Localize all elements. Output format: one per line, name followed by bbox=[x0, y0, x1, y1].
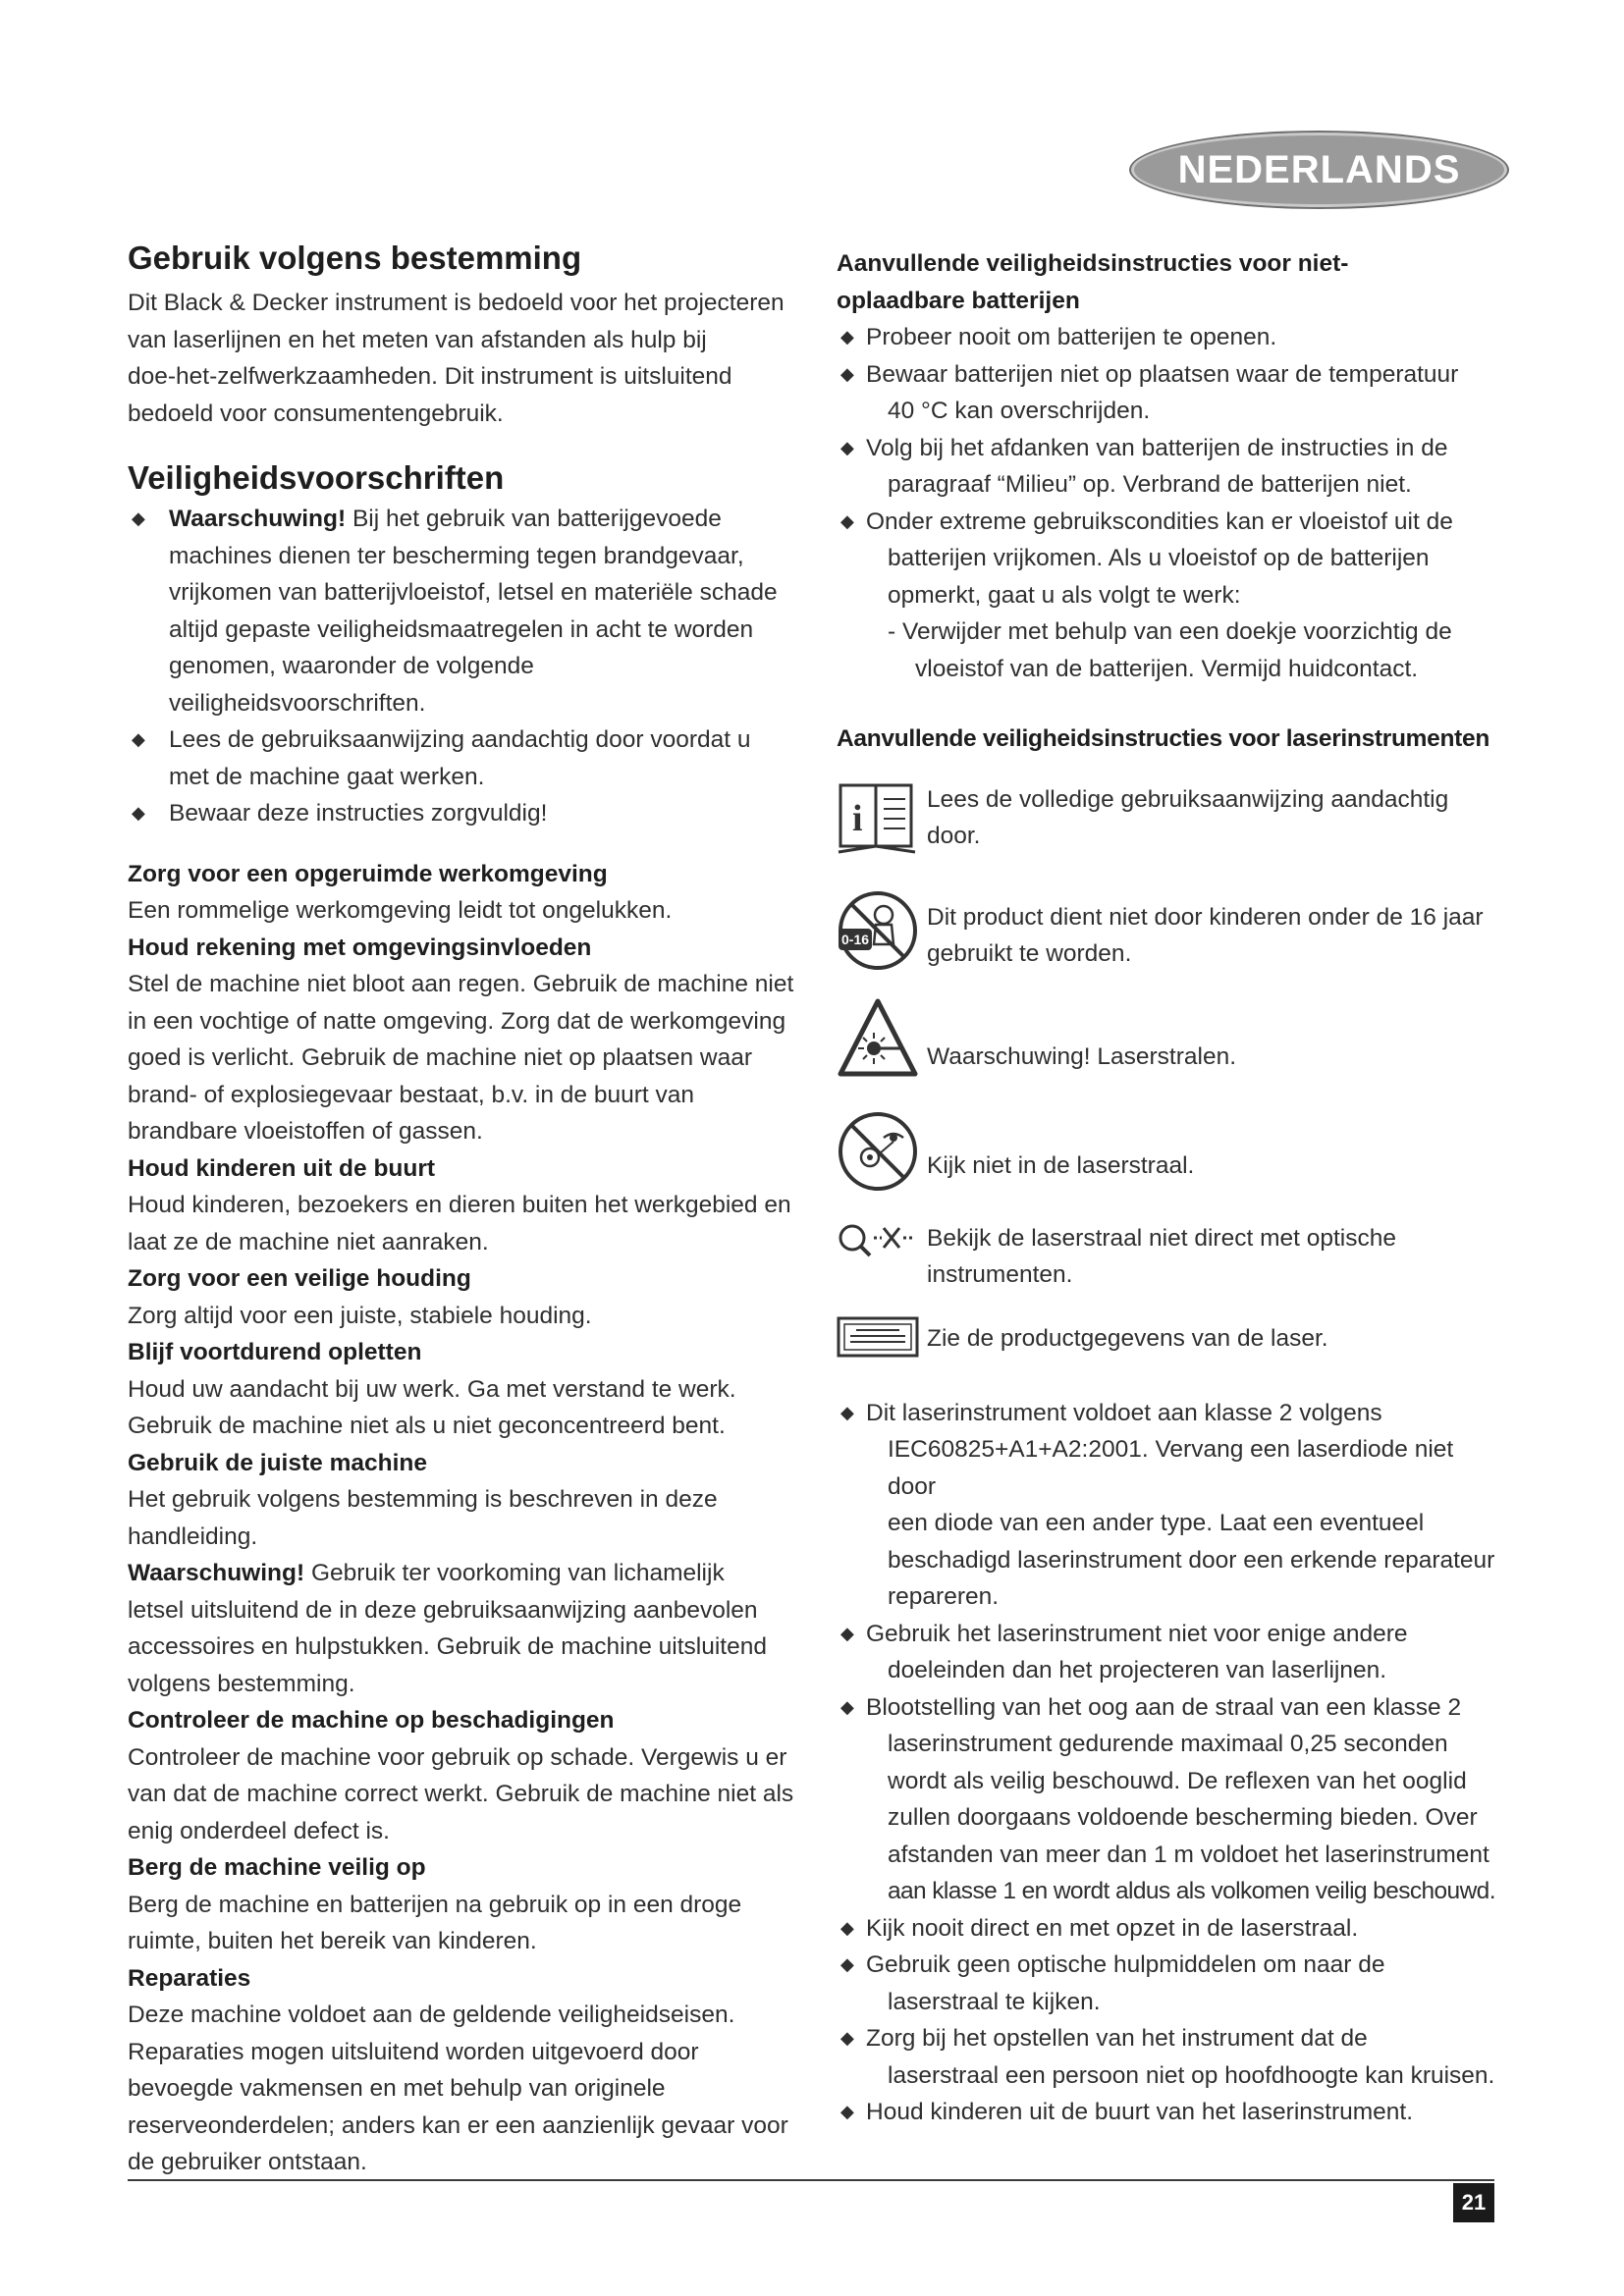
text-line: van dat de machine correct werkt. Gebruik de machine niet als bbox=[128, 1781, 794, 1807]
bullet-read-manual bbox=[128, 721, 795, 795]
text-line: laserinstrument gedurende maximaal 0,25 seconden bbox=[888, 1731, 1448, 1757]
bullet-laser-class bbox=[837, 1395, 1504, 1616]
svg-text:i: i bbox=[852, 797, 863, 839]
bullet-battery-temp bbox=[837, 356, 1504, 430]
bullet-icon: ◆ bbox=[840, 1623, 854, 1643]
icon-row bbox=[837, 889, 1504, 997]
heading-intended-use: Gebruik volgens bestemming bbox=[128, 240, 582, 276]
text-line: Zorg altijd voor een juiste, stabiele houding. bbox=[128, 1302, 592, 1329]
bullet-laser-look bbox=[837, 1910, 1504, 1948]
text-line: Stel de machine niet bloot aan regen. Gebruik de machine niet bbox=[128, 971, 794, 997]
bullet-warning bbox=[128, 501, 795, 721]
bullet-icon: ◆ bbox=[840, 327, 854, 347]
icon-row bbox=[837, 781, 1504, 889]
bullet-battery-leak bbox=[837, 504, 1504, 688]
icon-row bbox=[837, 1218, 1504, 1316]
text-line: volgens bestemming. bbox=[128, 1670, 355, 1697]
text-line: Lees de gebruiksaanwijzing aandachtig door voordat u bbox=[169, 726, 751, 753]
footer-divider bbox=[128, 2179, 1494, 2181]
text-line: Dit Black & Decker instrument is bedoeld voor het projecteren bbox=[128, 290, 785, 316]
icon-caption bbox=[927, 1316, 1328, 1358]
warning-label: Waarschuwing! bbox=[169, 506, 347, 532]
bullet-keep-instructions bbox=[128, 795, 795, 832]
laser-warning-icon bbox=[837, 997, 927, 1085]
text-line: handleiding. bbox=[128, 1522, 258, 1550]
text-line: Bewaar deze instructies zorgvuldig! bbox=[169, 800, 548, 827]
text-line: door. bbox=[927, 823, 981, 849]
warning-paragraph bbox=[128, 1555, 795, 1592]
text-line: instrumenten. bbox=[927, 1261, 1073, 1288]
bullet-icon: ◆ bbox=[840, 2102, 854, 2121]
bullet-icon: ◆ bbox=[840, 1402, 854, 1422]
text-line: paragraaf “Milieu” op. Verbrand de batterijen niet. bbox=[888, 471, 1412, 498]
bullet-icon: ◆ bbox=[132, 803, 145, 823]
bullet-icon: ◆ bbox=[840, 1917, 854, 1938]
text-line: afstanden van meer dan 1 m voldoet het laserinstrument bbox=[888, 1841, 1489, 1868]
no-eye-laser-icon bbox=[837, 1110, 927, 1198]
text-line: Gebruik het laserinstrument niet voor enige andere bbox=[866, 1620, 1408, 1647]
text-line: Blootstelling van het oog aan de straal van een klasse 2 bbox=[866, 1693, 1462, 1721]
text-line: Zorg bij het opstellen van het instrument dat de bbox=[866, 2025, 1368, 2052]
heading-laser: Aanvullende veiligheidsinstructies voor laserinstrumenten bbox=[837, 725, 1490, 752]
text-line: laserstraal een persoon niet op hoofdhoogte kan kruisen. bbox=[888, 2061, 1495, 2089]
icon-caption bbox=[927, 997, 1236, 1076]
text-line: goed is verlicht. Gebruik de machine niet op plaatsen waar bbox=[128, 1044, 752, 1071]
text-line: gebruikt te worden. bbox=[927, 940, 1132, 967]
intro-paragraph bbox=[128, 285, 795, 432]
heading-repairs: Reparaties bbox=[128, 1964, 251, 1992]
text-line: in een vochtige of natte omgeving. Zorg dat de werkomgeving bbox=[128, 1007, 786, 1035]
text-line: beschadigd laserinstrument door een erkende reparateur bbox=[888, 1546, 1495, 1574]
text-line: Houd kinderen uit de buurt van het laserinstrument. bbox=[866, 2099, 1414, 2125]
text-line: vrijkomen van batterijvloeistof, letsel en materiële schade bbox=[169, 579, 778, 606]
text-line: zullen doorgaans voldoende bescherming bieden. Over bbox=[888, 1804, 1478, 1831]
text-line: Houd kinderen, bezoekers en dieren buiten het werkgebied en bbox=[128, 1192, 791, 1218]
text-line: Gebruik ter voorkoming van lichamelijk bbox=[304, 1560, 725, 1586]
text-line: repareren. bbox=[888, 1583, 1000, 1610]
text-line: Dit laserinstrument voldoet aan klasse 2 volgens bbox=[866, 1399, 1382, 1426]
warning-label: Waarschuwing! bbox=[128, 1560, 305, 1586]
text-line: Bekijk de laserstraal niet direct met optische bbox=[927, 1224, 1396, 1252]
text-line: Reparaties mogen uitsluitend worden uitgevoerd door bbox=[128, 2038, 699, 2065]
text-line: Dit product dient niet door kinderen onder de 16 jaar bbox=[927, 903, 1484, 931]
bullet-icon: ◆ bbox=[132, 508, 145, 528]
text-line: van laserlijnen en het meten van afstanden als hulp bij bbox=[128, 326, 707, 353]
bullet-icon: ◆ bbox=[840, 2028, 854, 2048]
text-line: Gebruik geen optische hulpmiddelen om naar de bbox=[866, 1951, 1385, 1978]
icon-caption bbox=[927, 1218, 1396, 1294]
text-line: bevoegde vakmensen en met behulp van originele bbox=[128, 2075, 666, 2102]
text-line: Deze machine voldoet aan de geldende veiligheidseisen. bbox=[128, 2002, 735, 2028]
text-line: wordt als veilig beschouwd. De reflexen van het ooglid bbox=[888, 1767, 1467, 1794]
bullet-icon: ◆ bbox=[840, 363, 854, 384]
heading-environment: Houd rekening met omgevingsinvloeden bbox=[128, 934, 592, 961]
age-badge: 0-16 bbox=[841, 931, 870, 947]
text-line: altijd gepaste veiligheidsmaatregelen in acht te worden bbox=[169, 615, 754, 643]
text-line: Het gebruik volgens bestemming is beschreven in deze bbox=[128, 1486, 718, 1513]
text-line: Houd uw aandacht bij uw werk. Ga met verstand te werk. bbox=[128, 1375, 736, 1403]
text-line: de gebruiker ontstaan. bbox=[128, 2149, 367, 2175]
text-line: batterijen vrijkomen. Als u vloeistof op de batterijen bbox=[888, 545, 1430, 571]
text-line: IEC60825+A1+A2:2001. Vervang een laserdiode niet door bbox=[888, 1436, 1454, 1500]
bullet-icon: ◆ bbox=[132, 729, 145, 749]
text-line: opmerkt, gaat u als volgt te werk: bbox=[888, 581, 1241, 609]
text-line: Een rommelige werkomgeving leidt tot ongelukken. bbox=[128, 897, 673, 924]
left-column bbox=[128, 236, 795, 2181]
text-line: Lees de volledige gebruiksaanwijzing aandachtig bbox=[927, 785, 1449, 813]
heading-children: Houd kinderen uit de buurt bbox=[128, 1154, 436, 1182]
icon-caption bbox=[927, 889, 1484, 973]
text-line: Bewaar batterijen niet op plaatsen waar de temperatuur bbox=[866, 360, 1459, 388]
heading-posture: Zorg voor een veilige houding bbox=[128, 1265, 471, 1292]
text-line: doe-het-zelfwerkzaamheden. Dit instrument is uitsluitend bbox=[128, 363, 732, 390]
text-line: letsel uitsluitend de in deze gebruiksaanwijzing aanbevolen bbox=[128, 1596, 758, 1624]
text-line: oplaadbare batterijen bbox=[837, 287, 1080, 314]
text-line: accessoires en hulpstukken. Gebruik de machine uitsluitend bbox=[128, 1633, 767, 1660]
text-line: ruimte, buiten het bereik van kinderen. bbox=[128, 1928, 537, 1954]
text-line: Kijk niet in de laserstraal. bbox=[927, 1151, 1195, 1179]
text-line: brandbare vloeistoffen of gassen. bbox=[128, 1118, 483, 1145]
bullet-battery-open bbox=[837, 319, 1504, 356]
bullet-icon: ◆ bbox=[840, 1954, 854, 1974]
text-line: een diode van een ander type. Laat een eventueel bbox=[888, 1510, 1425, 1536]
text-line: Kijk nooit direct en met opzet in de laserstraal. bbox=[866, 1914, 1359, 1942]
language-badge: NEDERLANDS bbox=[1129, 131, 1509, 209]
text-line: Onder extreme gebruikscondities kan er vloeistof uit de bbox=[866, 507, 1453, 535]
bullet-icon: ◆ bbox=[840, 1696, 854, 1717]
page-number: 21 bbox=[1453, 2183, 1494, 2222]
heading-right-machine: Gebruik de juiste machine bbox=[128, 1449, 427, 1476]
right-column bbox=[837, 245, 1504, 2131]
heading-storage: Berg de machine veilig op bbox=[128, 1854, 426, 1881]
icon-row bbox=[837, 1316, 1504, 1385]
text-line: doeleinden dan het projecteren van laserlijnen. bbox=[888, 1657, 1387, 1683]
text-line: Controleer de machine voor gebruik op schade. Vergewis u er bbox=[128, 1743, 787, 1771]
icon-row bbox=[837, 997, 1504, 1110]
bullet-laser-use bbox=[837, 1616, 1504, 1689]
text-line: bedoeld voor consumentengebruik. bbox=[128, 400, 504, 427]
text-line: met de machine gaat werken. bbox=[169, 763, 485, 790]
bullet-icon: ◆ bbox=[840, 437, 854, 457]
icon-caption bbox=[927, 781, 1448, 855]
text-line: machines dienen ter bescherming tegen brandgevaar, bbox=[169, 542, 744, 569]
heading-check-damage: Controleer de machine op beschadigingen bbox=[128, 1707, 615, 1734]
text-line: Probeer nooit om batterijen te openen. bbox=[866, 324, 1277, 350]
text-line: enig onderdeel defect is. bbox=[128, 1817, 390, 1844]
heading-workspace: Zorg voor een opgeruimde werkomgeving bbox=[128, 860, 608, 887]
icon-caption bbox=[927, 1110, 1194, 1185]
icon-row bbox=[837, 1110, 1504, 1218]
text-line: vloeistof van de batterijen. Vermijd huidcontact. bbox=[915, 655, 1419, 682]
text-line: laat ze de machine niet aanraken. bbox=[128, 1228, 489, 1255]
text-line: genomen, waaronder de volgende veiligheidsvoorschriften. bbox=[169, 653, 534, 717]
text-line: Bij het gebruik van batterijgevoede bbox=[346, 506, 722, 532]
text-line: Waarschuwing! Laserstralen. bbox=[927, 1042, 1237, 1070]
manual-icon bbox=[837, 781, 927, 869]
bullet-laser-exposure bbox=[837, 1689, 1504, 1910]
text-line: brand- of explosiegevaar bestaat, b.v. in de buurt van bbox=[128, 1081, 695, 1108]
bullet-battery-disposal bbox=[837, 430, 1504, 504]
text-line: 40 °C kan overschrijden. bbox=[888, 398, 1151, 424]
no-children-icon bbox=[837, 889, 927, 977]
text-line: Berg de machine en batterijen na gebruik op in een droge bbox=[128, 1891, 742, 1918]
text-line: aan klasse 1 en wordt aldus als volkomen veilig beschouwd. bbox=[888, 1878, 1495, 1904]
text-line: Gebruik de machine niet als u niet geconcentreerd bent. bbox=[128, 1413, 726, 1439]
bullet-laser-children bbox=[837, 2094, 1504, 2131]
text-line: Aanvullende veiligheidsinstructies voor niet- bbox=[837, 250, 1349, 277]
bullet-laser-optics bbox=[837, 1947, 1504, 2020]
text-line: reserveonderdelen; anders kan er een aanzienlijk gevaar voor bbox=[128, 2111, 788, 2139]
text-line: laserstraal te kijken. bbox=[888, 1988, 1101, 2015]
text-line: Volg bij het afdanken van batterijen de instructies in de bbox=[866, 434, 1448, 461]
heading-attention: Blijf voortdurend opletten bbox=[128, 1339, 422, 1365]
heading-safety: Veiligheidsvoorschriften bbox=[128, 459, 505, 496]
heading-batteries bbox=[837, 245, 1504, 319]
bullet-icon: ◆ bbox=[840, 510, 854, 531]
text-line: - Verwijder met behulp van een doekje voorzichtig de bbox=[888, 618, 1452, 645]
no-optics-icon bbox=[837, 1218, 927, 1272]
bullet-laser-height bbox=[837, 2020, 1504, 2094]
laser-label-icon bbox=[837, 1316, 927, 1362]
text-line: Zie de productgegevens van de laser. bbox=[927, 1324, 1328, 1352]
